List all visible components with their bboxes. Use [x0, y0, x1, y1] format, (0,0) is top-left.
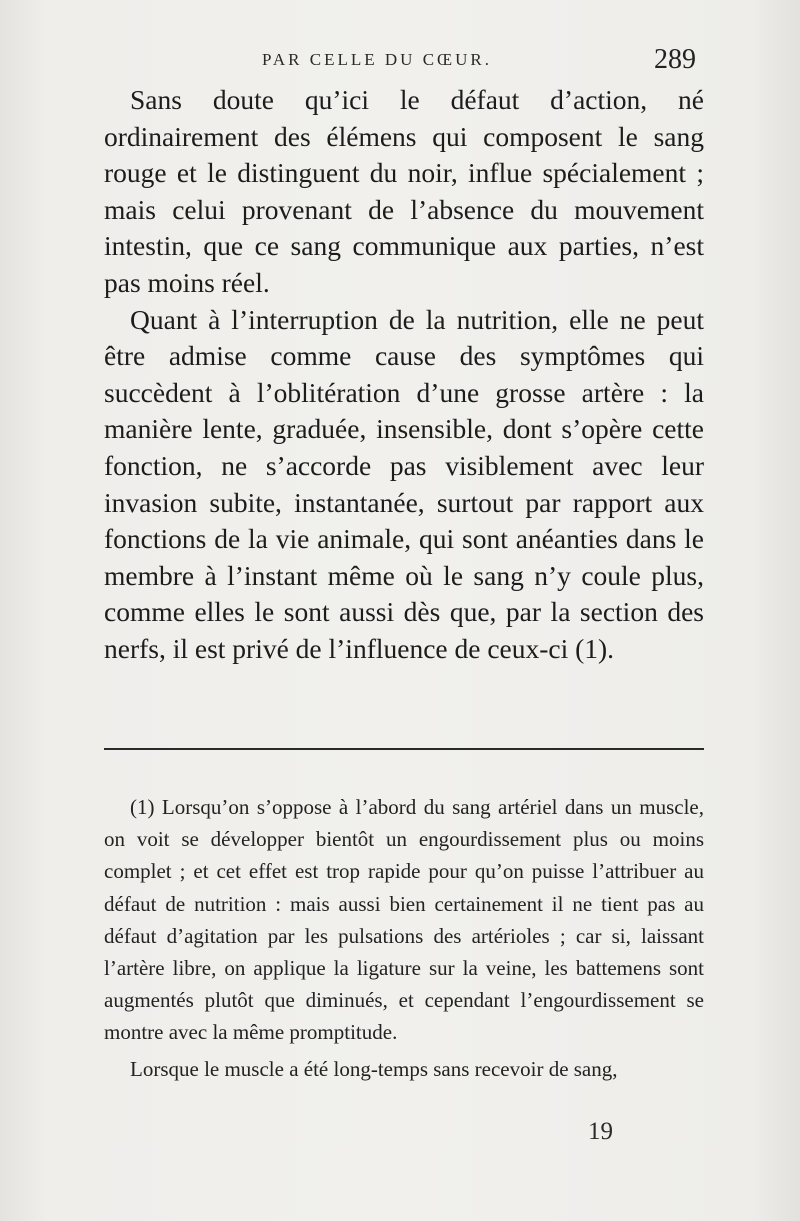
running-title: PAR CELLE DU CŒUR. [262, 50, 493, 69]
footnote [104, 791, 704, 1085]
main-text [104, 82, 704, 668]
footnote-paragraph: (1) Lorsqu’on s’oppose à l’abord du sang artériel dans un muscle, on voit se développer bientôt un engourdissement plus ou moins complet ; et cet effet est trop rapide pour qu’on puisse l’attribuer au défaut de nutrition : mais aussi bien certainement il ne tient pas au défaut d’agitation par les pulsations des artérioles ; car si, laissant l’artère libre, on applique la ligature sur la veine, les battemens sont augmentés plutôt que diminués, et cependant l’engourdissement se montre avec la même promptitude. [104, 795, 704, 1045]
paragraph: Sans doute qu’ici le défaut d’action, né ordinairement des élémens qui composent le sang rouge et le distinguent du noir, influe spécialement ; mais celui provenant de l’absence du mouvement intestin, que ce sang communique aux parties, n’est pas moins réel. [104, 84, 704, 298]
page-header [0, 44, 800, 76]
paragraph: Quant à l’interruption de la nutrition, elle ne peut être admise comme cause des symptômes qui succèdent à l’oblitération d’une grosse artère : la manière lente, graduée, insensible, dont s’opère cette fonction, ne s’accorde pas visiblement avec leur invasion subite, instantanée, surtout par rapport aux fonctions de la vie animale, qui sont anéanties dans le membre à l’instant même où le sang n’y coule plus, comme elles le sont aussi dès que, par la section des nerfs, il est privé de l’influence de ceux-ci (1). [104, 303, 704, 664]
footnote-paragraph: Lorsque le muscle a été long-temps sans recevoir de sang, [130, 1056, 618, 1081]
signature-mark: 19 [588, 1118, 613, 1145]
footnote-rule [104, 748, 704, 750]
page-number: 289 [654, 44, 696, 75]
